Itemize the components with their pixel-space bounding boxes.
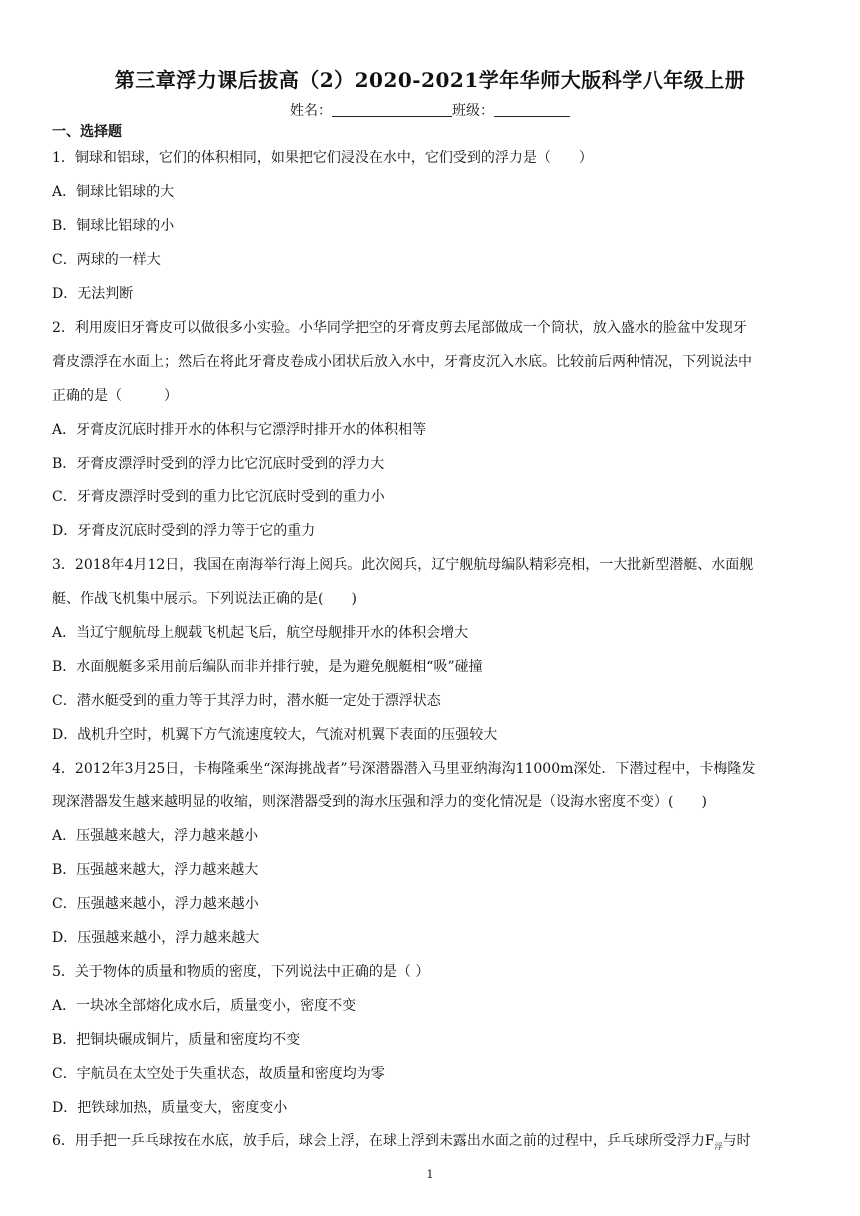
option-line: B．牙膏皮漂浮时受到的浮力比它沉底时受到的浮力大 (52, 456, 385, 472)
question-4-stem: 4．2012年3月25日，卡梅隆乘坐“深海挑战者”号深潜器潜入马里亚纳海沟11000m深处．下潜过程中，卡梅隆发 (52, 761, 756, 777)
class-label: 班级： (452, 103, 494, 119)
option-line: B．水面舰艇多采用前后编队而非并排行驶，是为避免舰艇相“吸”碰撞 (52, 659, 483, 675)
question-1-stem: 1．铜球和铝球，它们的体积相同，如果把它们浸没在水中，它们受到的浮力是（ ） (52, 150, 593, 166)
question-4-stem: 现深潜器发生越来越明显的收缩，则深潜器受到的海水压强和浮力的变化情况是（设海水密度不变）( ) (52, 794, 707, 810)
page-number: 1 (426, 1168, 434, 1181)
option-line: A．铜球比铝球的大 (52, 184, 175, 200)
option-line: D．把铁球加热，质量变大，密度变小 (52, 1100, 288, 1116)
name-label: 姓名： (290, 103, 332, 119)
option-line: B．压强越来越大，浮力越来越大 (52, 862, 259, 878)
section-heading: 一、选择题 (52, 124, 122, 140)
option-line: C．宇航员在太空处于失重状态，故质量和密度均为零 (52, 1066, 385, 1082)
question-6-text-end: 与时 (722, 1133, 751, 1149)
document-title: 第三章浮力课后拔高（2）2020-2021学年华师大版科学八年级上册 (114, 68, 746, 92)
option-line: A．压强越来越大，浮力越来越小 (52, 828, 259, 844)
question-6-stem (52, 1131, 751, 1157)
student-info-line (0, 100, 860, 120)
option-line: B．铜球比铝球的小 (52, 218, 175, 234)
option-line: D．压强越来越小，浮力越来越大 (52, 930, 260, 946)
option-line: B．把铜块碾成铜片，质量和密度均不变 (52, 1032, 301, 1048)
question-2-stem: 膏皮漂浮在水面上；然后在将此牙膏皮卷成小团状后放入水中，牙膏皮沉入水底。比较前后两种情况，下列说法中 (52, 354, 752, 370)
subscript-float: 浮 (714, 1141, 723, 1151)
option-line: D．战机升空时，机翼下方气流速度较大，气流对机翼下表面的压强较大 (52, 727, 498, 743)
question-3-stem: 艇、作战飞机集中展示。下列说法正确的是( ) (52, 591, 357, 607)
option-line: C．两球的一样大 (52, 252, 161, 268)
option-line: D．牙膏皮沉底时受到的浮力等于它的重力 (52, 523, 316, 539)
question-6-text: 6．用手把一乒乓球按在水底，放手后，球会上浮，在球上浮到未露出水面之前的过程中，乒乓球所受浮力F (52, 1133, 715, 1149)
option-line: A．当辽宁舰航母上舰载飞机起飞后，航空母舰排开水的体积会增大 (52, 625, 469, 641)
option-line: C．压强越来越小，浮力越来越小 (52, 896, 259, 912)
question-2-stem: 2．利用废旧牙膏皮可以做很多小实验。小华同学把空的牙膏皮剪去尾部做成一个筒状，放入盛水的脸盆中发现牙 (52, 320, 747, 336)
option-line: C．牙膏皮漂浮时受到的重力比它沉底时受到的重力小 (52, 489, 385, 505)
question-3-stem: 3．2018年4月12日，我国在南海举行海上阅兵。此次阅兵，辽宁舰航母编队精彩亮相，一大批新型潜艇、水面舰 (52, 557, 754, 573)
option-line: A．牙膏皮沉底时排开水的体积与它漂浮时排开水的体积相等 (52, 422, 427, 438)
class-blank[interactable] (494, 102, 570, 117)
option-line: A．一块冰全部熔化成水后，质量变小，密度不变 (52, 998, 357, 1014)
name-blank[interactable] (332, 102, 452, 117)
question-5-stem: 5．关于物体的质量和物质的密度，下列说法中正确的是（ ） (52, 964, 430, 980)
question-2-stem: 正确的是（ ） (52, 388, 178, 404)
option-line: D．无法判断 (52, 286, 134, 302)
option-line: C．潜水艇受到的重力等于其浮力时，潜水艇一定处于漂浮状态 (52, 693, 441, 709)
